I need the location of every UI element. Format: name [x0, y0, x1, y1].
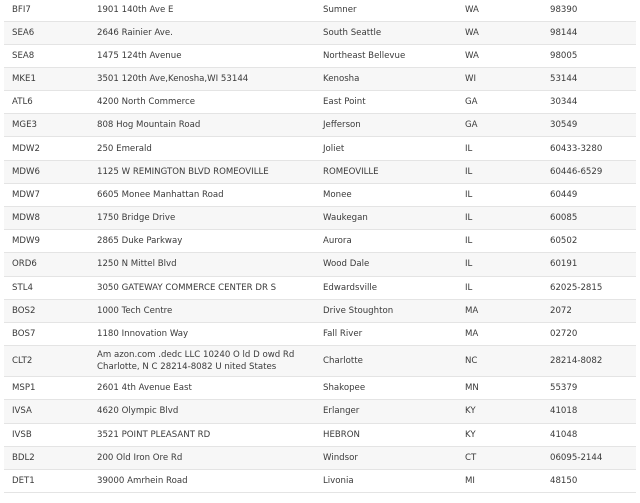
- cell-address: 4200 North Commerce: [97, 97, 196, 108]
- cell-code: MDW9: [12, 236, 40, 247]
- cell-zip: 62025-2815: [550, 282, 603, 293]
- table-row: [4, 21, 636, 44]
- cell-state: IL: [465, 282, 473, 293]
- cell-city: Charlotte: [323, 356, 363, 367]
- cell-code: BFI7: [12, 5, 31, 16]
- table-row: [4, 183, 636, 206]
- cell-address: 200 Old Iron Ore Rd: [97, 452, 183, 463]
- cell-state: NC: [465, 356, 478, 367]
- table-row: [4, 67, 636, 90]
- cell-city: ROMEOVILLE: [323, 166, 379, 177]
- cell-code: CLT2: [12, 356, 33, 367]
- cell-zip: 98144: [550, 27, 578, 38]
- warehouse-table: [4, 0, 636, 493]
- table-row: [4, 322, 636, 345]
- cell-code: IVSA: [12, 406, 32, 417]
- cell-zip: 98005: [550, 50, 578, 61]
- cell-state: GA: [465, 120, 478, 131]
- table-row: [4, 0, 636, 21]
- cell-address: 808 Hog Mountain Road: [97, 120, 201, 131]
- cell-state: WA: [465, 27, 479, 38]
- cell-address: 3050 GATEWAY COMMERCE CENTER DR S: [97, 282, 277, 293]
- cell-zip: 02720: [550, 329, 578, 340]
- cell-state: CT: [465, 452, 477, 463]
- cell-zip: 60449: [550, 189, 578, 200]
- table-row: [4, 160, 636, 183]
- cell-address: 1000 Tech Centre: [97, 305, 173, 316]
- cell-city: Wood Dale: [323, 259, 370, 270]
- cell-state: IL: [465, 259, 473, 270]
- cell-address: 3521 POINT PLEASANT RD: [97, 429, 211, 440]
- cell-zip: 60446-6529: [550, 166, 603, 177]
- cell-address: 3501 120th Ave,Kenosha,WI 53144: [97, 73, 249, 84]
- cell-state: KY: [465, 429, 476, 440]
- cell-address: 2865 Duke Parkway: [97, 236, 183, 247]
- cell-city: Waukegan: [323, 213, 368, 224]
- cell-zip: 41018: [550, 406, 578, 417]
- cell-city: Edwardsville: [323, 282, 378, 293]
- cell-code: BOS7: [12, 329, 36, 340]
- cell-zip: 60085: [550, 213, 578, 224]
- cell-address: 250 Emerald: [97, 143, 152, 154]
- cell-zip: 60433-3280: [550, 143, 603, 154]
- cell-address: 1901 140th Ave E: [97, 5, 174, 16]
- cell-zip: 98390: [550, 5, 578, 16]
- table-row: [4, 230, 636, 253]
- cell-state: MA: [465, 329, 479, 340]
- cell-address: 2601 4th Avenue East: [97, 383, 192, 394]
- cell-state: MI: [465, 475, 475, 486]
- cell-code: MKE1: [12, 73, 36, 84]
- cell-address: 1125 W REMINGTON BLVD ROMEOVILLE: [97, 166, 269, 177]
- cell-state: KY: [465, 406, 476, 417]
- table-row: [4, 91, 636, 114]
- cell-zip: 06095-2144: [550, 452, 603, 463]
- cell-city: South Seattle: [323, 27, 382, 38]
- cell-zip: 48150: [550, 475, 578, 486]
- cell-state: IL: [465, 189, 473, 200]
- cell-city: Joliet: [323, 143, 345, 154]
- cell-city: Fall River: [323, 329, 363, 340]
- cell-code: MSP1: [12, 383, 36, 394]
- cell-address: 4620 Olympic Blvd: [97, 406, 179, 417]
- cell-state: MN: [465, 383, 479, 394]
- cell-address: 1475 124th Avenue: [97, 50, 182, 61]
- table-row: [4, 400, 636, 423]
- table-row: [4, 423, 636, 446]
- cell-zip: 28214-8082: [550, 356, 603, 367]
- table-row: [4, 137, 636, 160]
- cell-state: WI: [465, 73, 477, 84]
- cell-code: MGE3: [12, 120, 37, 131]
- cell-zip: 55379: [550, 383, 578, 394]
- cell-code: MDW7: [12, 189, 40, 200]
- warehouse-table-body: [4, 0, 636, 493]
- cell-city: Northeast Bellevue: [323, 50, 406, 61]
- cell-address: 6605 Monee Manhattan Road: [97, 189, 224, 200]
- table-row: [4, 299, 636, 322]
- cell-code: MDW8: [12, 213, 40, 224]
- cell-city: East Point: [323, 97, 366, 108]
- table-row: [4, 207, 636, 230]
- cell-city: Windsor: [323, 452, 358, 463]
- cell-code: BDL2: [12, 452, 35, 463]
- cell-zip: 60502: [550, 236, 578, 247]
- cell-state: GA: [465, 97, 478, 108]
- cell-zip: 41048: [550, 429, 578, 440]
- cell-code: SEA6: [12, 27, 35, 38]
- cell-address: 1180 Innovation Way: [97, 329, 189, 340]
- cell-address: 1750 Bridge Drive: [97, 213, 176, 224]
- cell-address: Am azon.com .dedc LLC 10240 O ld D owd Rd Charlotte, N C 28214-8082 U nited States: [97, 350, 295, 373]
- cell-code: DET1: [12, 475, 35, 486]
- cell-code: STL4: [12, 282, 33, 293]
- cell-zip: 2072: [550, 305, 572, 316]
- cell-city: Livonia: [323, 475, 354, 486]
- cell-code: ORD6: [12, 259, 37, 270]
- cell-city: Jefferson: [323, 120, 361, 131]
- cell-zip: 53144: [550, 73, 578, 84]
- table-row: [4, 446, 636, 469]
- cell-code: SEA8: [12, 50, 35, 61]
- cell-code: IVSB: [12, 429, 32, 440]
- cell-address: 39000 Amrhein Road: [97, 475, 188, 486]
- cell-state: WA: [465, 5, 479, 16]
- cell-address: 1250 N Mittel Blvd: [97, 259, 177, 270]
- table-row: [4, 276, 636, 299]
- table-row: [4, 469, 636, 492]
- cell-zip: 60191: [550, 259, 578, 270]
- cell-state: MA: [465, 305, 479, 316]
- cell-code: BOS2: [12, 305, 36, 316]
- table-row: [4, 346, 636, 377]
- cell-zip: 30549: [550, 120, 578, 131]
- cell-city: Aurora: [323, 236, 352, 247]
- table-row: [4, 44, 636, 67]
- cell-code: ATL6: [12, 97, 33, 108]
- cell-state: IL: [465, 166, 473, 177]
- cell-state: IL: [465, 143, 473, 154]
- cell-city: Erlanger: [323, 406, 360, 417]
- table-row: [4, 253, 636, 276]
- cell-city: Shakopee: [323, 383, 366, 394]
- cell-state: IL: [465, 213, 473, 224]
- cell-city: Sumner: [323, 5, 357, 16]
- cell-address: 2646 Rainier Ave.: [97, 27, 173, 38]
- cell-state: WA: [465, 50, 479, 61]
- cell-code: MDW2: [12, 143, 40, 154]
- table-row: [4, 114, 636, 137]
- cell-city: Monee: [323, 189, 352, 200]
- cell-city: HEBRON: [323, 429, 360, 440]
- cell-zip: 30344: [550, 97, 578, 108]
- cell-code: MDW6: [12, 166, 40, 177]
- cell-city: Drive Stoughton: [323, 305, 394, 316]
- cell-state: IL: [465, 236, 473, 247]
- cell-city: Kenosha: [323, 73, 360, 84]
- table-row: [4, 377, 636, 400]
